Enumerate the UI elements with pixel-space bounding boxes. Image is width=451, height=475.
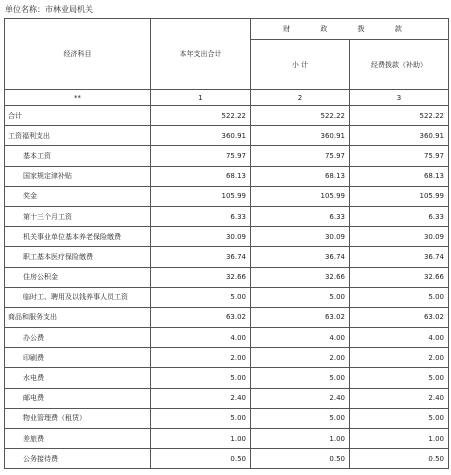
row-grant: 5.00 xyxy=(350,368,449,388)
row-grant: 30.09 xyxy=(350,227,449,247)
row-total: 68.13 xyxy=(151,166,251,186)
row-subtotal: 6.33 xyxy=(251,206,350,226)
row-grant: 5.00 xyxy=(350,287,449,307)
row-subject: 第十三个月工资 xyxy=(5,206,151,226)
table-row xyxy=(5,247,449,267)
row-subject: 机关事业单位基本养老保险缴费 xyxy=(5,227,151,247)
row-total: 105.99 xyxy=(151,186,251,206)
row-subject: 邮电费 xyxy=(5,388,151,408)
table-row xyxy=(5,429,449,449)
table-row xyxy=(5,227,449,247)
table-row xyxy=(5,166,449,186)
row-subtotal: 36.74 xyxy=(251,247,350,267)
row-total: 5.00 xyxy=(151,368,251,388)
row-total: 4.00 xyxy=(151,328,251,348)
row-subtotal: 0.50 xyxy=(251,449,350,469)
expenditure-table xyxy=(4,18,449,469)
row-total: 522.22 xyxy=(151,106,251,126)
row-grant: 36.74 xyxy=(350,247,449,267)
row-grant: 105.99 xyxy=(350,186,449,206)
row-grant: 2.40 xyxy=(350,388,449,408)
row-subject: 职工基本医疗保险缴费 xyxy=(5,247,151,267)
index-2: 2 xyxy=(251,90,350,106)
row-subtotal: 1.00 xyxy=(251,429,350,449)
row-total: 30.09 xyxy=(151,227,251,247)
header-total: 本年支出合计 xyxy=(151,19,251,90)
row-subtotal: 4.00 xyxy=(251,328,350,348)
row-total: 5.00 xyxy=(151,408,251,428)
row-subtotal: 75.97 xyxy=(251,146,350,166)
row-subtotal: 2.00 xyxy=(251,348,350,368)
row-subject: 基本工资 xyxy=(5,146,151,166)
row-total: 360.91 xyxy=(151,126,251,146)
row-subtotal: 360.91 xyxy=(251,126,350,146)
table-row xyxy=(5,146,449,166)
row-subject: 合计 xyxy=(5,106,151,126)
row-total: 5.00 xyxy=(151,287,251,307)
table-row xyxy=(5,449,449,469)
row-total: 0.50 xyxy=(151,449,251,469)
row-subtotal: 30.09 xyxy=(251,227,350,247)
table-row xyxy=(5,267,449,287)
table-row xyxy=(5,388,449,408)
unit-name-line: 单位名称：市林业局机关 xyxy=(5,5,93,14)
row-subject: 水电费 xyxy=(5,368,151,388)
row-subject: 办公费 xyxy=(5,328,151,348)
row-grant: 1.00 xyxy=(350,429,449,449)
header-finance-group: 财 政 拨 款 xyxy=(251,19,449,40)
row-grant: 6.33 xyxy=(350,206,449,226)
row-subject: 临时工、聘用及以钱养事人员工资 xyxy=(5,287,151,307)
index-1: 1 xyxy=(151,90,251,106)
row-subject: 印刷费 xyxy=(5,348,151,368)
table-row xyxy=(5,307,449,327)
row-subject: 奖金 xyxy=(5,186,151,206)
row-total: 63.02 xyxy=(151,307,251,327)
row-grant: 2.00 xyxy=(350,348,449,368)
row-subject: 工资福利支出 xyxy=(5,126,151,146)
table-row xyxy=(5,126,449,146)
row-subject: 商品和服务支出 xyxy=(5,307,151,327)
row-grant: 5.00 xyxy=(350,408,449,428)
table-row xyxy=(5,287,449,307)
row-grant: 75.97 xyxy=(350,146,449,166)
row-subject: 国家规定津补贴 xyxy=(5,166,151,186)
row-grant: 4.00 xyxy=(350,328,449,348)
row-subtotal: 68.13 xyxy=(251,166,350,186)
row-total: 2.40 xyxy=(151,388,251,408)
table-row xyxy=(5,186,449,206)
row-subtotal: 5.00 xyxy=(251,368,350,388)
table-row xyxy=(5,408,449,428)
row-grant: 0.50 xyxy=(350,449,449,469)
table-body xyxy=(5,106,449,469)
table-row xyxy=(5,206,449,226)
row-subject: 差旅费 xyxy=(5,429,151,449)
row-total: 1.00 xyxy=(151,429,251,449)
row-subtotal: 105.99 xyxy=(251,186,350,206)
row-subtotal: 5.00 xyxy=(251,287,350,307)
row-total: 75.97 xyxy=(151,146,251,166)
header-grant: 经费拨款（补助） xyxy=(350,40,449,90)
row-grant: 32.66 xyxy=(350,267,449,287)
table-row xyxy=(5,368,449,388)
row-grant: 360.91 xyxy=(350,126,449,146)
index-star: ** xyxy=(5,90,151,106)
row-subtotal: 32.66 xyxy=(251,267,350,287)
table-row xyxy=(5,348,449,368)
row-subject: 物业管理费（租赁） xyxy=(5,408,151,428)
row-subject: 住房公积金 xyxy=(5,267,151,287)
table-row xyxy=(5,106,449,126)
row-subtotal: 5.00 xyxy=(251,408,350,428)
row-grant: 68.13 xyxy=(350,166,449,186)
row-subtotal: 63.02 xyxy=(251,307,350,327)
row-subtotal: 522.22 xyxy=(251,106,350,126)
row-grant: 522.22 xyxy=(350,106,449,126)
row-total: 32.66 xyxy=(151,267,251,287)
row-total: 36.74 xyxy=(151,247,251,267)
header-subject: 经济科目 xyxy=(5,19,151,90)
row-total: 2.00 xyxy=(151,348,251,368)
row-total: 6.33 xyxy=(151,206,251,226)
row-grant: 63.02 xyxy=(350,307,449,327)
header-subtotal: 小 计 xyxy=(251,40,350,90)
row-subtotal: 2.40 xyxy=(251,388,350,408)
index-3: 3 xyxy=(350,90,449,106)
table-row xyxy=(5,328,449,348)
row-subject: 公务接待费 xyxy=(5,449,151,469)
